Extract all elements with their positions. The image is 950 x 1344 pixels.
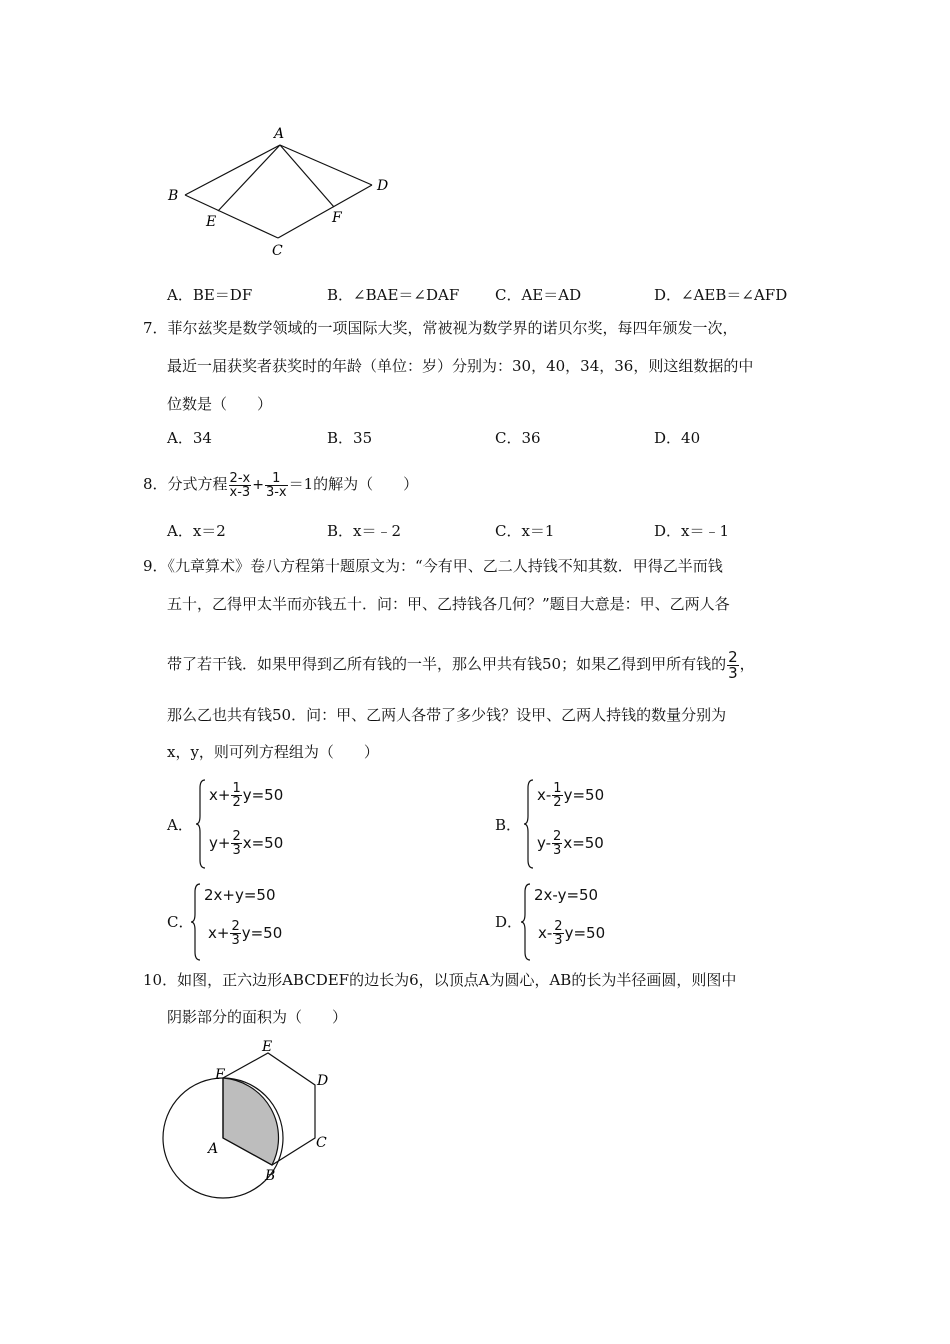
q6-option-b: B．∠BAE＝∠DAF [327, 286, 460, 304]
q8-option-b: B．x＝﹣2 [327, 522, 402, 540]
q10-label-c: C [316, 1135, 327, 1151]
q8-option-a: A．x＝2 [167, 522, 226, 540]
q8-option-d: D．x＝﹣1 [654, 522, 730, 540]
q8-fraction-2: $\frac{1}{3-x}$ [265, 470, 287, 500]
q8-fraction-1: $\frac{2-x}{x-3}$ [229, 470, 251, 500]
rhombus-figure [160, 120, 400, 260]
q7-option-b: B．35 [327, 429, 373, 447]
label-e: E [206, 214, 217, 230]
hexagon-circle-figure [160, 1035, 360, 1205]
q10-line-2: 阴影部分的面积为（ ） [167, 1008, 348, 1026]
q9-line-5: x，y，则可列方程组为（ ） [167, 743, 379, 761]
label-b: B [168, 188, 179, 204]
q8-option-c: C．x＝1 [495, 522, 555, 540]
q6-option-a: A．BE＝DF [167, 286, 253, 304]
q10-label-b: B [265, 1168, 276, 1184]
q9-line-4: 那么乙也共有钱50．问：甲、乙两人各带了多少钱？设甲、乙两人持钱的数量分别为 [167, 706, 727, 724]
q10-label-d: D [317, 1073, 329, 1089]
q9-option-d-system: 2x-y=50 x- $\frac{2}{3}$ y=50 [520, 882, 640, 962]
q10-label-a: A [208, 1141, 219, 1157]
q9-option-a-system: x+ $\frac{1}{2}$ y=50 y+ $\frac{2}{3}$ x=50 [195, 778, 315, 870]
q9-line-2: 五十，乙得甲太半而亦钱五十．问：甲、乙持钱各几何？”题目大意是：甲、乙两人各 [167, 595, 730, 613]
q7-line-1: 7．菲尔兹奖是数学领域的一项国际大奖，常被视为数学界的诺贝尔奖，每四年颁发一次， [143, 319, 738, 337]
q10-label-e: E [262, 1039, 273, 1055]
q8-stem [143, 466, 418, 503]
q9-option-a-label: A． [167, 816, 193, 834]
q9-option-c-label: C． [167, 913, 194, 931]
q10-line-1: 10．如图，正六边形ABCDEF的边长为6，以顶点A为圆心，AB的长为半径画圆，则图中 [143, 971, 737, 989]
q9-line-3: 带了若干钱．如果甲得到乙所有钱的一半，那么甲共有钱50；如果乙得到甲所有钱的 $\frac{2}{3}$ ， [167, 647, 755, 682]
label-a: A [274, 126, 285, 142]
q8-plus: + [252, 477, 264, 493]
q6-option-d: D．∠AEB＝∠AFD [654, 286, 788, 304]
q9-option-b-system: x- $\frac{1}{2}$ y=50 y- $\frac{2}{3}$ x=50 [523, 778, 643, 870]
label-f: F [332, 210, 342, 226]
q6-option-c: C．AE＝AD [495, 286, 582, 304]
q7-line-2: 最近一届获奖者获奖时的年龄（单位：岁）分别为：30，40，34，36，则这组数据的中 [167, 357, 754, 375]
q9-option-d-label: D． [495, 913, 523, 931]
q7-line-3: 位数是（ ） [167, 395, 273, 413]
label-c: C [272, 243, 283, 259]
q7-option-d: D．40 [654, 429, 701, 447]
q8-suffix: ＝1的解为（ ） [288, 475, 419, 493]
q9-line-1: 9．《九章算术》卷八方程第十题原文为：“今有甲、乙二人持钱不知其数．甲得乙半而钱 [143, 557, 723, 575]
label-d: D [377, 178, 389, 194]
q10-label-f: F [215, 1067, 225, 1083]
q8-prefix: 8．分式方程 [143, 475, 228, 493]
q7-option-a: A．34 [167, 429, 212, 447]
q9-option-c-system: 2x+y=50 x+ $\frac{2}{3}$ y=50 [190, 882, 310, 962]
q9-option-b-label: B． [495, 816, 522, 834]
q7-option-c: C．36 [495, 429, 541, 447]
